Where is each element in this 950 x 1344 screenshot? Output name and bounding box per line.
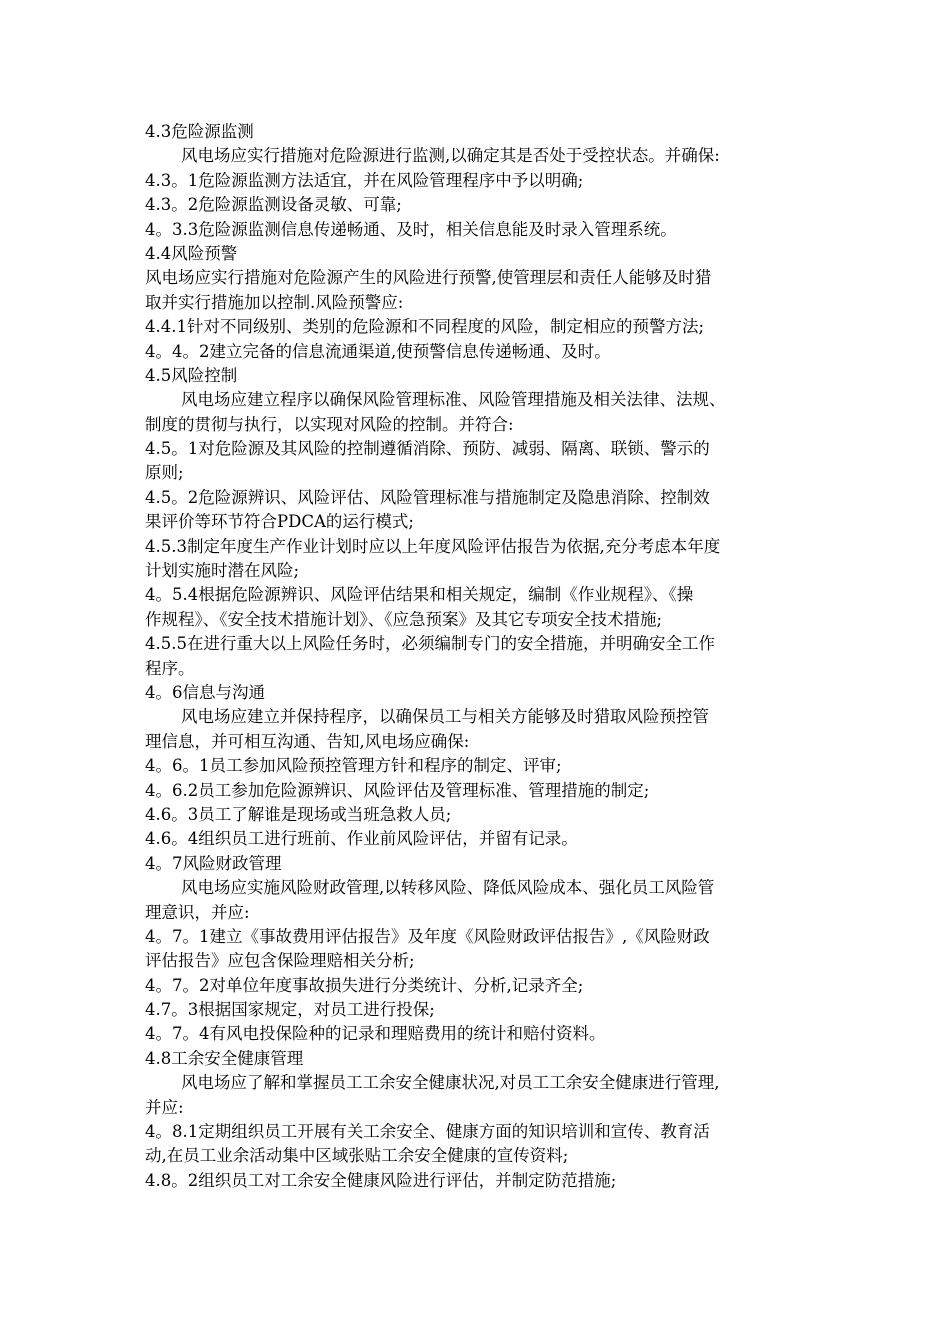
document-line: 程序。 <box>145 658 195 678</box>
document-line: 4.4风险预警 <box>145 243 238 263</box>
document-line: 制度的贯彻与执行，以实现对风险的控制。并符合: <box>145 414 514 434</box>
document-line: 风电场应了解和掌握员工工余安全健康状况,对员工工余安全健康进行管理, <box>181 1073 720 1093</box>
document-line: 4。8.1定期组织员工开展有关工余安全、健康方面的知识培训和宣传、教育活 <box>145 1122 710 1142</box>
document-page <box>145 120 810 1193</box>
document-line: 原则; <box>145 463 184 483</box>
document-line: 4.5.3制定年度生产作业计划时应以上年度风险评估报告为依据,充分考虑本年度 <box>145 536 721 556</box>
document-line: 4。7。4有风电投保险种的记录和理赔费用的统计和赔付资料。 <box>145 1024 606 1044</box>
document-line: 4.5风险控制 <box>145 365 238 385</box>
document-line: 作规程》、《安全技术措施计划》、《应急预案》及其它专项安全技术措施; <box>145 609 663 629</box>
document-line: 4。7风险财政管理 <box>145 853 282 873</box>
document-line: 4。7。1建立《事故费用评估报告》及年度《风险财政评估报告》,《风险财政 <box>145 926 710 946</box>
document-line: 4.3。2危险源监测设备灵敏、可靠; <box>145 195 402 215</box>
document-line: 4.4.1针对不同级别、类别的危险源和不同程度的风险，制定相应的预警方法; <box>145 317 705 337</box>
document-line: 4.5。1对危险源及其风险的控制遵循消除、预防、减弱、隔离、联锁、警示的 <box>145 439 710 459</box>
document-line: 4.5。2危险源辨识、风险评估、风险管理标准与措施制定及隐患消除、控制效 <box>145 487 710 507</box>
document-line: 风电场应实施风险财政管理,以转移风险、降低风险成本、强化员工风险管 <box>181 878 715 898</box>
document-line: 4.6。3员工了解谁是现场或当班急救人员; <box>145 804 452 824</box>
document-line: 4。6信息与沟通 <box>145 682 265 702</box>
document-line: 4.3危险源监测 <box>145 122 254 141</box>
document-line: 取并实行措施加以控制.风险预警应: <box>145 292 404 312</box>
document-line: 计划实施时潜在风险; <box>145 561 300 581</box>
document-line: 风电场应实行措施对危险源进行监测,以确定其是否处于受控状态。并确保: <box>181 146 720 166</box>
document-line: 4.6。4组织员工进行班前、作业前风险评估，并留有记录。 <box>145 829 578 849</box>
document-line: 评估报告》应包含保险理赔相关分析; <box>145 951 415 971</box>
document-line: 4。6。1员工参加风险预控管理方针和程序的制定、评审; <box>145 756 562 776</box>
document-line: 动,在员工业余活动集中区域张贴工余安全健康的宣传资料; <box>145 1146 569 1166</box>
document-line: 4。4。2建立完备的信息流通渠道,使预警信息传递畅通、及时。 <box>145 341 611 361</box>
document-line: 理意识，并应: <box>145 902 250 922</box>
document-line: 风电场应建立程序以确保风险管理标准、风险管理措施及相关法律、法规、 <box>181 390 726 410</box>
document-line: 4.3。1危险源监测方法适宜，并在风险管理程序中予以明确; <box>145 170 584 190</box>
document-line: 4.8。2组织员工对工余安全健康风险进行评估，并制定防范措施; <box>145 1170 617 1190</box>
document-line: 4.5.5在进行重大以上风险任务时，必须编制专门的安全措施，并明确安全工作 <box>145 634 715 654</box>
document-line: 果评价等环节符合PDCA的运行模式; <box>145 512 414 532</box>
document-line: 4.7。3根据国家规定，对员工进行投保; <box>145 1000 435 1020</box>
document-line: 4。7。2对单位年度事故损失进行分类统计、分析,记录齐全; <box>145 975 584 995</box>
document-line: 4.8工余安全健康管理 <box>145 1048 304 1068</box>
document-line: 风电场应实行措施对危险源产生的风险进行预警,使管理层和责任人能够及时猎 <box>145 268 712 288</box>
document-line: 4。5.4根据危险源辨识、风险评估结果和相关规定，编制《作业规程》、《操 <box>145 585 694 605</box>
document-line: 4。6.2员工参加危险源辨识、风险评估及管理标准、管理措施的制定; <box>145 780 650 800</box>
document-line: 理信息，并可相互沟通、告知,风电场应确保: <box>145 731 470 751</box>
document-line: 风电场应建立并保持程序，以确保员工与相关方能够及时猎取风险预控管 <box>181 707 709 727</box>
document-line: 并应: <box>145 1097 184 1117</box>
document-line: 4。3.3危险源监测信息传递畅通、及时，相关信息能及时录入管理系统。 <box>145 219 677 239</box>
